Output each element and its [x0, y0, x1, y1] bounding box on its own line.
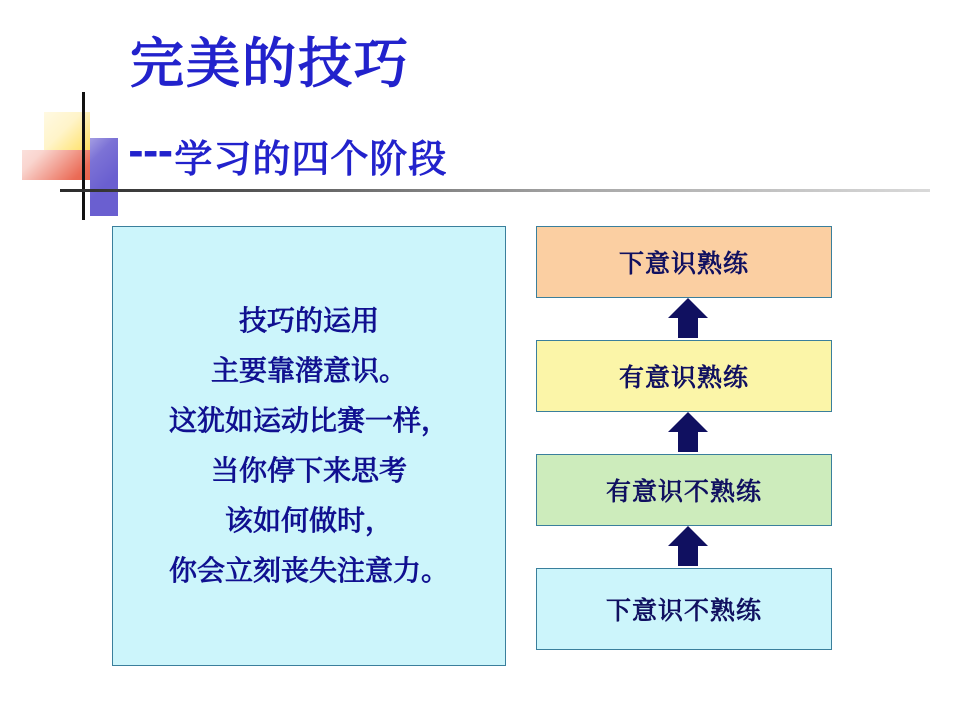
white-fade-overlay	[18, 108, 118, 220]
panel-line: 你会立刻丧失注意力。	[168, 554, 449, 587]
text-panel	[112, 226, 506, 666]
panel-line: 这犹如运动比赛一样，	[168, 404, 449, 437]
page-title: 完美的技巧	[130, 32, 410, 95]
horizontal-rule	[60, 189, 930, 192]
decorative-color-blocks	[18, 108, 128, 218]
vertical-rule	[82, 92, 85, 220]
subtitle-group	[128, 128, 447, 183]
stage-box: 下意识不熟练	[536, 568, 832, 650]
up-arrow-icon	[666, 296, 710, 340]
panel-line: 技巧的运用	[238, 304, 379, 337]
subtitle-text: 学习的四个阶段	[174, 137, 448, 181]
up-arrow-icon	[666, 410, 710, 454]
panel-line: 该如何做时，	[224, 504, 393, 537]
stage-box: 有意识熟练	[536, 340, 832, 412]
up-arrow-icon	[666, 524, 710, 568]
panel-line: 当你停下来思考	[210, 454, 407, 487]
stages-flow-chart	[536, 226, 832, 666]
panel-line: 主要靠潜意识。	[210, 354, 407, 387]
subtitle-dashes: ---	[128, 129, 173, 174]
stage-box: 有意识不熟练	[536, 454, 832, 526]
stage-box: 下意识熟练	[536, 226, 832, 298]
